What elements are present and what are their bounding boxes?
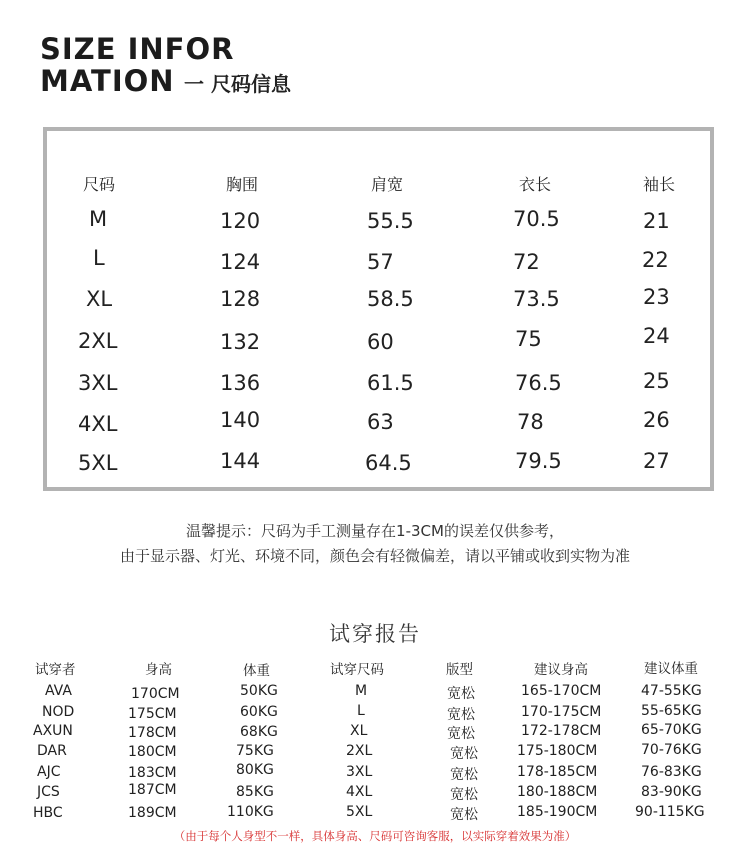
- trial-footnote: （由于每个人身型不一样，具体身高、尺码可咨询客服，以实际穿着效果为准）: [173, 829, 577, 843]
- trial-header-size: 试穿尺码: [330, 662, 384, 678]
- trial-height: 180CM: [128, 744, 177, 760]
- title-subtitle: 一 尺码信息: [184, 72, 291, 96]
- title-line-1: SIZE INFOR: [40, 32, 235, 66]
- trial-weight: 110KG: [227, 804, 274, 820]
- row-size: 5XL: [78, 451, 118, 475]
- trial-height: 183CM: [128, 765, 177, 781]
- header-shoulder: 肩宽: [371, 175, 404, 194]
- trial-fit: 宽松: [447, 726, 475, 742]
- trial-size: XL: [350, 723, 368, 739]
- row-sleeve: 24: [643, 324, 670, 348]
- header-size: 尺码: [83, 175, 116, 194]
- trial-fit: 宽松: [447, 707, 475, 723]
- trial-fit: 宽松: [447, 686, 475, 702]
- trial-height: 175CM: [128, 706, 177, 722]
- header-sleeve: 袖长: [643, 175, 676, 194]
- row-size: 3XL: [78, 371, 118, 395]
- row-chest: 128: [220, 287, 261, 311]
- row-size: 2XL: [78, 329, 118, 353]
- row-length: 79.5: [515, 449, 562, 473]
- row-sleeve: 25: [643, 369, 670, 393]
- row-chest: 136: [220, 371, 261, 395]
- trial-rec-weight: 83-90KG: [641, 784, 702, 800]
- trial-fit: 宽松: [450, 746, 478, 762]
- row-shoulder: 60: [367, 330, 394, 354]
- trial-rec-height: 165-170CM: [521, 683, 602, 699]
- trial-header-fit: 版型: [446, 662, 473, 678]
- size-table-box: [43, 127, 714, 491]
- trial-rec-weight: 70-76KG: [641, 742, 702, 758]
- row-sleeve: 27: [643, 449, 670, 473]
- header-chest: 胸围: [226, 175, 259, 194]
- row-shoulder: 58.5: [367, 287, 414, 311]
- trial-header-tester: 试穿者: [35, 662, 76, 678]
- row-length: 72: [513, 250, 540, 274]
- trial-tester: NOD: [42, 704, 75, 720]
- row-length: 75: [515, 327, 542, 351]
- color-note: 由于显示器、灯光、环境不同，颜色会有轻微偏差，请以平铺或收到实物为准: [119, 547, 630, 565]
- trial-size: L: [357, 703, 365, 719]
- row-sleeve: 22: [642, 248, 669, 272]
- row-sleeve: 21: [643, 209, 670, 233]
- row-chest: 124: [220, 250, 261, 274]
- row-chest: 140: [220, 408, 261, 432]
- trial-fit: 宽松: [450, 787, 478, 803]
- trial-weight: 60KG: [240, 704, 278, 720]
- trial-header-weight: 体重: [243, 663, 270, 679]
- trial-rec-weight: 55-65KG: [641, 703, 702, 719]
- row-chest: 132: [220, 330, 261, 354]
- row-chest: 144: [220, 449, 261, 473]
- header-length: 衣长: [519, 175, 552, 194]
- trial-rec-height: 170-175CM: [521, 704, 602, 720]
- row-sleeve: 23: [643, 285, 670, 309]
- trial-header-height: 身高: [145, 662, 172, 678]
- trial-weight: 50KG: [240, 683, 278, 699]
- row-length: 70.5: [513, 207, 560, 231]
- trial-rec-weight: 65-70KG: [641, 722, 702, 738]
- row-shoulder: 55.5: [367, 209, 414, 233]
- row-length: 78: [517, 410, 544, 434]
- row-size: M: [89, 207, 108, 231]
- trial-size: 3XL: [346, 764, 373, 780]
- trial-size: 5XL: [346, 804, 373, 820]
- row-chest: 120: [220, 209, 261, 233]
- trial-header-rec-weight: 建议体重: [644, 661, 698, 677]
- trial-weight: 80KG: [236, 762, 274, 778]
- trial-tester: AXUN: [33, 723, 73, 739]
- trial-report-title: 试穿报告: [329, 622, 421, 646]
- row-shoulder: 64.5: [365, 451, 412, 475]
- trial-header-rec-height: 建议身高: [534, 662, 588, 678]
- title-line-2: MATION: [40, 64, 175, 98]
- row-size: XL: [86, 287, 113, 311]
- measurement-note: 温馨提示：尺码为手工测量存在1-3CM的误差仅供参考，: [186, 522, 564, 540]
- row-length: 76.5: [515, 371, 562, 395]
- row-sleeve: 26: [643, 408, 670, 432]
- trial-height: 178CM: [128, 725, 177, 741]
- trial-rec-height: 172-178CM: [521, 723, 602, 739]
- row-shoulder: 61.5: [367, 371, 414, 395]
- row-size: 4XL: [78, 412, 118, 436]
- trial-height: 170CM: [131, 686, 180, 702]
- trial-rec-height: 185-190CM: [517, 804, 598, 820]
- trial-size: 4XL: [346, 784, 373, 800]
- row-shoulder: 63: [367, 410, 394, 434]
- trial-weight: 75KG: [236, 743, 274, 759]
- trial-tester: JCS: [37, 784, 60, 800]
- trial-fit: 宽松: [450, 807, 478, 823]
- trial-height: 189CM: [128, 805, 177, 821]
- trial-fit: 宽松: [450, 767, 478, 783]
- row-size: L: [93, 246, 105, 270]
- trial-rec-weight: 76-83KG: [641, 764, 702, 780]
- trial-rec-height: 180-188CM: [517, 784, 598, 800]
- trial-tester: HBC: [33, 805, 63, 821]
- trial-size: 2XL: [346, 743, 373, 759]
- trial-size: M: [355, 683, 368, 699]
- row-shoulder: 57: [367, 250, 394, 274]
- trial-tester: AVA: [45, 683, 72, 699]
- trial-tester: DAR: [37, 743, 67, 759]
- trial-rec-height: 178-185CM: [517, 764, 598, 780]
- trial-weight: 68KG: [240, 724, 278, 740]
- trial-tester: AJC: [37, 764, 61, 780]
- trial-height: 187CM: [128, 782, 177, 798]
- trial-rec-weight: 47-55KG: [641, 683, 702, 699]
- trial-weight: 85KG: [236, 784, 274, 800]
- trial-rec-height: 175-180CM: [517, 743, 598, 759]
- row-length: 73.5: [513, 287, 560, 311]
- trial-rec-weight: 90-115KG: [635, 804, 705, 820]
